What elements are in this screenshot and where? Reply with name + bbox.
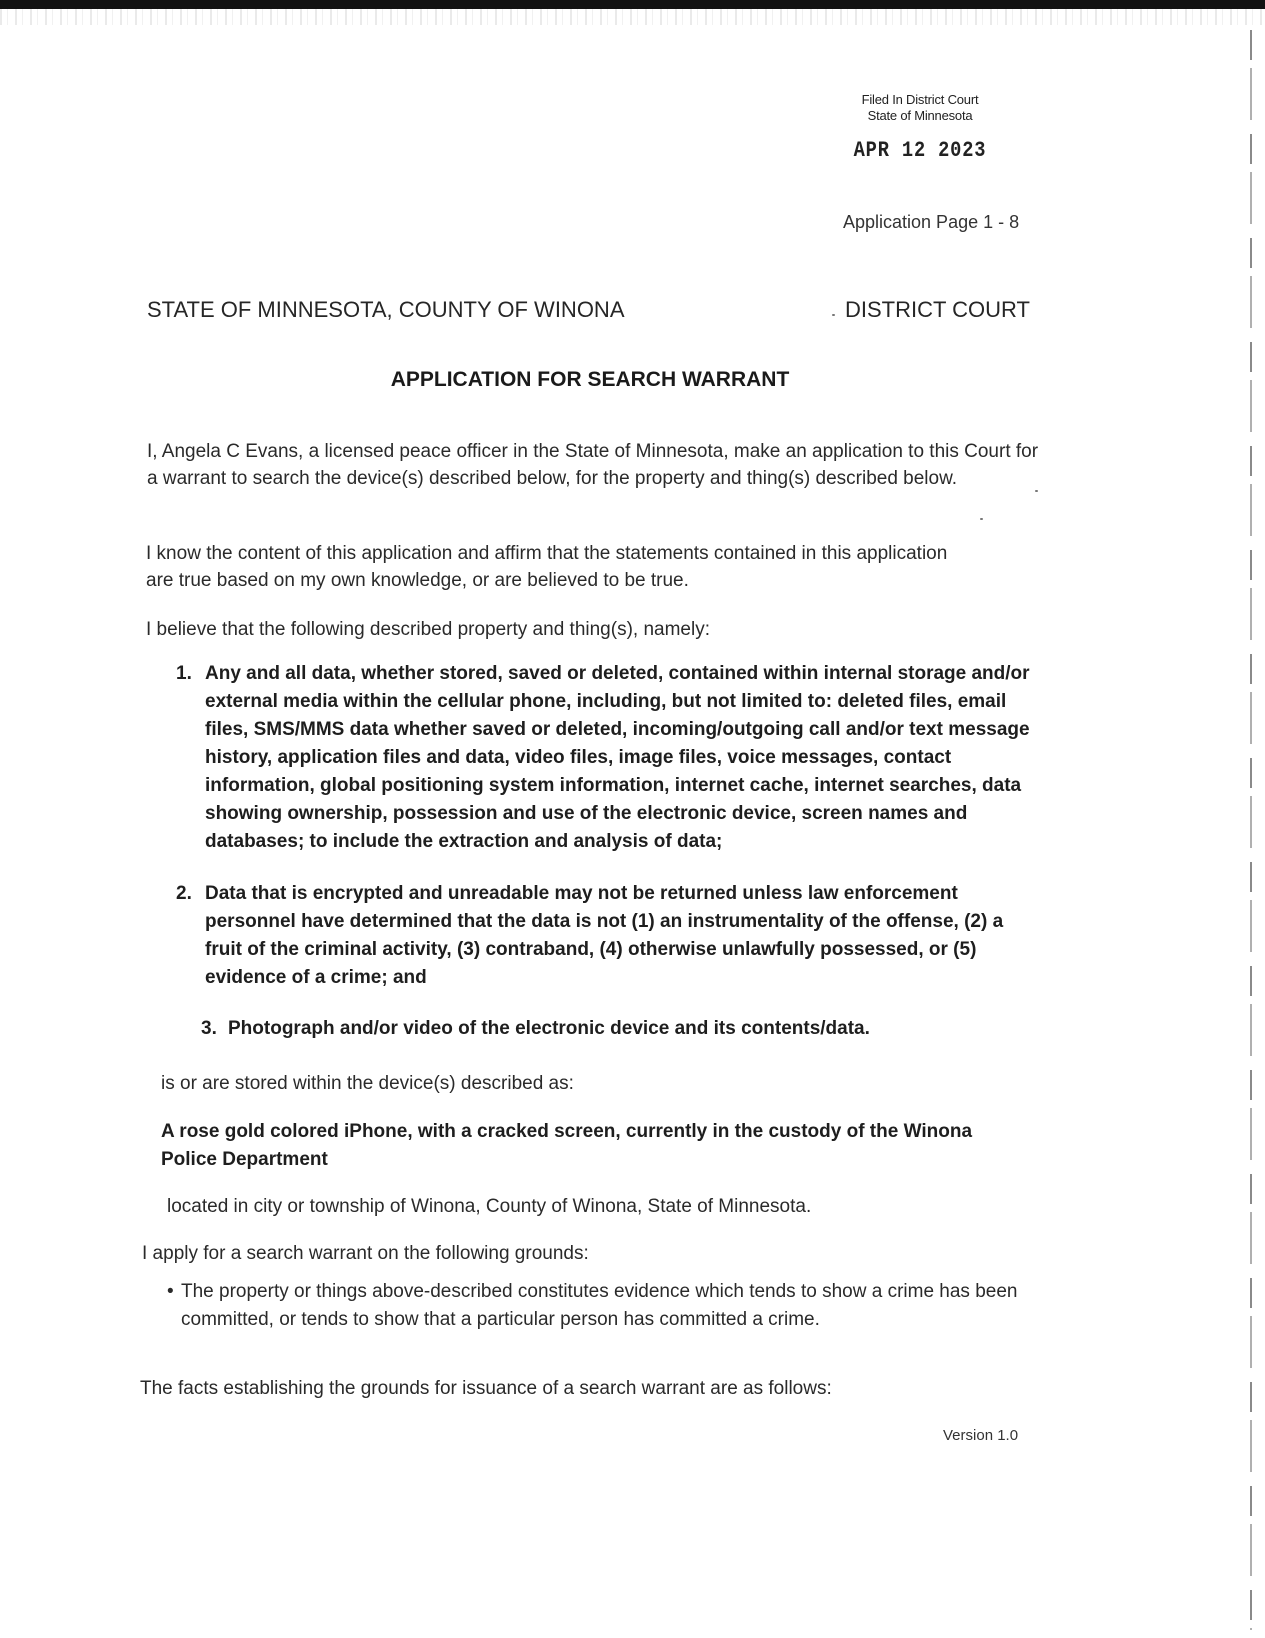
state-county-heading: STATE OF MINNESOTA, COUNTY OF WINONA: [147, 297, 625, 322]
list-item-number: 2.: [176, 883, 192, 904]
grounds-bullet-text: The property or things above-described constitutes evidence which tends to show a crime has been committed, or tends to show that a particular person has committed a crime.: [181, 1281, 1018, 1330]
list-item: [201, 1015, 1061, 1043]
list-item-number: 3.: [201, 1018, 217, 1039]
stored-within-paragraph: is or are stored within the device(s) described as:: [161, 1073, 574, 1094]
application-page-number: Application Page 1 - 8: [843, 212, 1020, 232]
believe-paragraph: I believe that the following described property and thing(s), namely:: [146, 619, 710, 640]
scan-speck: [832, 314, 835, 316]
list-item-text: Data that is encrypted and unreadable may not be returned unless law enforcement personnel have determined that the data is not (1) an instrumentality of the offense, (2) a fruit of the criminal activity, (3) contraband, (4) otherwise unlawfully possessed, or (5) evidence of a crime; and: [205, 883, 1004, 988]
document-title: APPLICATION FOR SEARCH WARRANT: [390, 368, 790, 391]
grounds-bullet: [167, 1278, 1027, 1334]
intro-paragraph: I, Angela C Evans, a licensed peace officer in the State of Minnesota, make an application to this Court for a warrant to search the device(s) described below, for the property and thing(s) described below.: [147, 441, 1039, 489]
version-label: Version 1.0: [943, 1427, 1019, 1444]
list-item-text: Photograph and/or video of the electronic device and its contents/data.: [228, 1018, 870, 1039]
list-item-number: 1.: [176, 663, 192, 684]
affirm-paragraph: I know the content of this application and affirm that the statements contained in this application are true based on my own knowledge, or are believed to be true.: [146, 543, 948, 591]
location-paragraph: located in city or township of Winona, County of Winona, State of Minnesota.: [167, 1196, 812, 1217]
facts-paragraph: The facts establishing the grounds for issuance of a search warrant are as follows:: [140, 1378, 832, 1399]
grounds-intro: I apply for a search warrant on the following grounds:: [142, 1243, 589, 1264]
device-description: A rose gold colored iPhone, with a cracked screen, currently in the custody of the Winona Police Department: [161, 1121, 973, 1170]
scan-edge-top: [0, 0, 1265, 9]
list-item: [176, 660, 1036, 856]
stamp-date: APR 12 2023: [853, 138, 987, 163]
stamp-line-2: State of Minnesota: [867, 108, 973, 123]
stamp-line-1: Filed In District Court: [861, 92, 979, 107]
court-heading: DISTRICT COURT: [845, 297, 1030, 322]
filed-stamp: [820, 92, 1020, 163]
scan-noise: [0, 9, 1265, 25]
list-item: [176, 880, 1036, 992]
list-item-text: Any and all data, whether stored, saved or deleted, contained within internal storage and/or external media within the cellular phone, including, but not limited to: deleted files, email files, SMS/MMS data whether saved or deleted, incoming/outgoing call and/or text message history, application files and data, video files, image files, voice messages, contact information, global positioning system information, internet cache, internet searches, data showing ownership, possession and use of the electronic device, screen names and databases; to include the extraction and analysis of data;: [205, 663, 1030, 852]
scan-speck: [980, 518, 983, 520]
bullet-dot: •: [167, 1281, 174, 1302]
scan-edge-right: [1250, 30, 1252, 1630]
